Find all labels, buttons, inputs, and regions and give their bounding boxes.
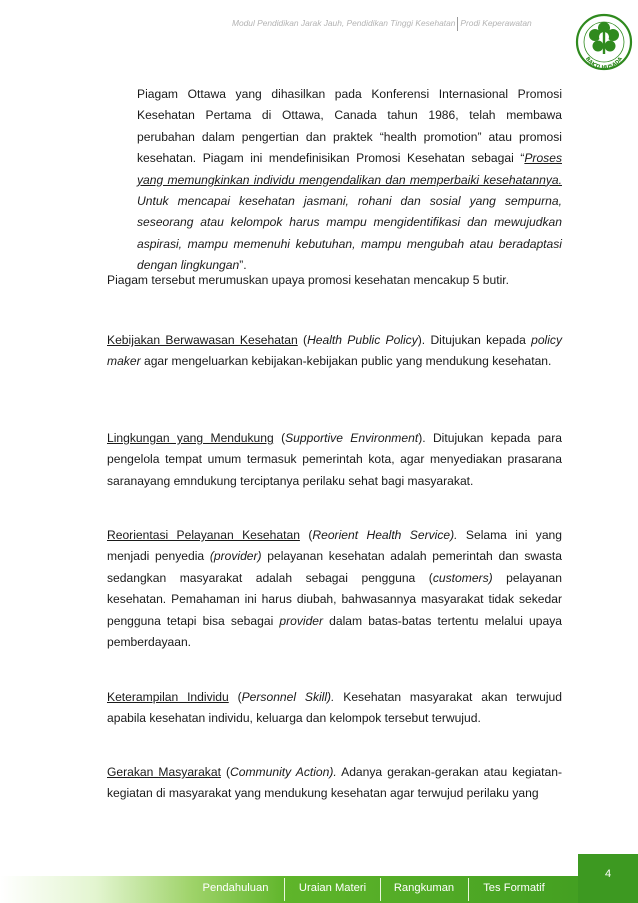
header-title: Modul Pendidikan Jarak Jauh, Pendidikan Tinggi Kesehatan xyxy=(232,18,456,29)
item-english-term: Personnel Skill). xyxy=(241,690,335,704)
item-text: Adanya gerakan-gerakan atau kegiatan-kegiatan di masyarakat yang mendukung kesehatan agar terwujud perilaku yang xyxy=(107,765,562,801)
bakti-husada-logo-icon xyxy=(574,4,634,78)
quote-end: ”. xyxy=(239,258,247,273)
tab-rangkuman[interactable]: Rangkuman xyxy=(393,882,455,894)
page-number: 4 xyxy=(604,868,612,880)
running-header xyxy=(232,17,572,33)
item-paren: ( xyxy=(297,333,308,347)
item-english-term: Reorient Health Service). xyxy=(312,528,458,542)
item-text: ). Ditujukan kepada xyxy=(417,333,532,347)
item-emphasis: (provider) xyxy=(209,549,262,564)
item-paren: ( xyxy=(220,765,231,779)
quote-text: Piagam Ottawa yang dihasilkan pada Konferensi Internasional Promosi Kesehatan Pertama di Ottawa, Canada tahun 1986, telah membawa perubahan dalam pengertian dan praktek “health promotion” atau promosi kesehatan. Piagam ini mendefinisikan Promosi Kesehatan sebagai “ xyxy=(137,87,562,166)
intro-text: Piagam tersebut merumuskan upaya promosi kesehatan mencakup 5 butir. xyxy=(107,273,509,287)
item-title: Keterampilan Individu xyxy=(107,690,229,704)
item-text: pelayanan kesehatan. Pemahaman ini harus diubah, bahwasannya masyarakat tidak sekedar pengguna tetapi bisa sebagai xyxy=(107,570,562,628)
intro-paragraph xyxy=(107,270,562,291)
item-paren: ( xyxy=(228,690,242,704)
item-english-term: Health Public Policy xyxy=(307,333,418,347)
tab-tes-formatif[interactable]: Tes Formatif xyxy=(483,882,545,894)
item-health-public-policy xyxy=(107,330,562,373)
item-title: Kebijakan Berwawasan Kesehatan xyxy=(107,333,298,347)
item-paren: ( xyxy=(299,528,313,542)
item-text: pelayanan kesehatan adalah pemerintah dan swasta sedangkan masyarakat adalah sebagai pengguna ( xyxy=(107,549,562,585)
item-emphasis: provider xyxy=(279,613,324,628)
header-separator xyxy=(457,17,458,31)
ottawa-charter-quote xyxy=(137,84,562,277)
item-text: ). Ditujukan kepada para pengelola tempat umum termasuk pemerintah kota, agar menyediakan prasarana saranayang emndukung terciptanya perilaku sehat bagi masyarakat. xyxy=(107,431,562,488)
item-text: Kesehatan masyarakat akan terwujud apabila kesehatan individu, keluarga dan kelompok tersebut terwujud. xyxy=(107,690,562,726)
item-title: Reorientasi Pelayanan Kesehatan xyxy=(107,528,300,542)
item-reorient-health-service xyxy=(107,525,562,653)
item-personnel-skill xyxy=(107,687,562,730)
quote-definition-italic: Untuk mencapai kesehatan jasmani, rohani dan sosial yang sempurna, seseorang atau kelompok harus mampu mengidentifikasi dan mewujudkan aspirasi, mampu memenuhi kebutuhan, mampu mengubah atau beradaptasi dengan lingkungan xyxy=(137,194,562,273)
item-emphasis: customers) xyxy=(432,570,493,585)
item-english-term: Community Action). xyxy=(230,765,337,779)
item-title: Gerakan Masyarakat xyxy=(107,765,221,779)
footer-navigation xyxy=(0,876,638,903)
page-number-box xyxy=(578,854,638,903)
item-text: Selama ini yang menjadi penyedia xyxy=(107,528,562,564)
item-paren: ( xyxy=(273,431,286,445)
tab-pendahuluan[interactable]: Pendahuluan xyxy=(202,882,269,894)
item-community-action xyxy=(107,762,562,805)
quote-definition-underlined: Proses yang memungkinkan individu mengendalikan dan memperbaiki kesehatannya. xyxy=(137,151,562,187)
item-text: agar mengeluarkan kebijakan-kebijakan public yang mendukung kesehatan. xyxy=(140,354,552,369)
item-english-term: Supportive Environment xyxy=(285,431,419,445)
item-emphasis: policy maker xyxy=(107,333,563,369)
item-title: Lingkungan yang Mendukung xyxy=(107,431,274,445)
header-program: Prodi Keperawatan xyxy=(460,18,532,29)
logo-text: BAKTI HUSADA xyxy=(584,56,624,72)
tab-uraian-materi[interactable]: Uraian Materi xyxy=(298,882,367,894)
item-supportive-environment xyxy=(107,428,562,492)
item-text: dalam batas-batas tertentu melalui upaya pemberdayaan. xyxy=(107,613,562,650)
